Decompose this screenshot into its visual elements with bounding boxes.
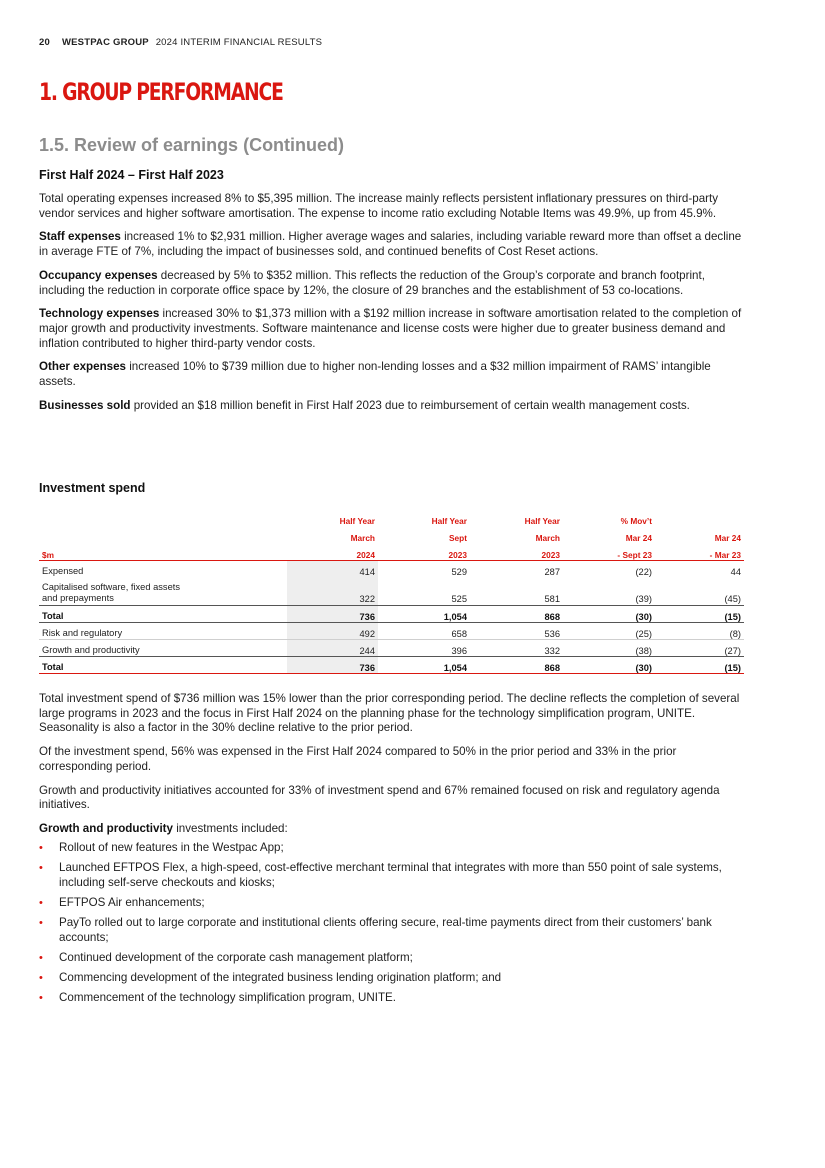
commentary-paragraph: Total investment spend of $736 million was 15% lower than the prior corresponding period. The decline reflects the completion of several large programs in 2023 and the focus in First Half 2024 on the planning phase for the technology simplification program, UNITE. Seasonality is also a factor in the 30% decline relative to the prior period. bbox=[39, 692, 740, 735]
table-cell: (15) bbox=[655, 657, 744, 674]
row-label: Growth and productivity bbox=[42, 645, 140, 655]
section-title: 1. GROUP PERFORMANCE bbox=[39, 78, 283, 106]
column-header: - Sept 23 bbox=[563, 543, 655, 561]
table-cell: 492 bbox=[287, 623, 378, 640]
table-cell: (45) bbox=[724, 594, 741, 604]
table-cell: (30) bbox=[563, 606, 655, 623]
unit-label: $m bbox=[39, 543, 287, 561]
growth-investments-list bbox=[39, 841, 744, 1006]
list-item bbox=[39, 896, 744, 911]
paragraph-text: increased 10% to $739 million due to higher non-lending losses and a $32 million impairment of RAMS’ intangible assets. bbox=[39, 360, 711, 389]
list-item bbox=[39, 951, 744, 966]
table-row bbox=[39, 561, 744, 578]
table-cell: (8) bbox=[655, 623, 744, 640]
brand-name: WESTPAC GROUP bbox=[61, 37, 149, 48]
table-cell: (30) bbox=[563, 657, 655, 674]
list-item-text: Commencement of the technology simplification program, UNITE. bbox=[59, 991, 396, 1005]
commentary-paragraph: Growth and productivity initiatives accounted for 33% of investment spend and 67% remained focused on risk and regulatory agenda initiatives. bbox=[39, 783, 720, 812]
column-header bbox=[655, 509, 744, 526]
bullet-icon: • bbox=[39, 916, 43, 929]
staff-expenses-paragraph bbox=[39, 230, 744, 259]
column-header: 2024 bbox=[287, 543, 378, 561]
column-header: 2023 bbox=[470, 543, 563, 561]
running-header bbox=[39, 37, 322, 48]
list-item bbox=[39, 971, 744, 986]
column-header: % Mov’t bbox=[620, 516, 652, 526]
table-total-row bbox=[39, 657, 744, 674]
paragraph-lead: Staff expenses bbox=[39, 230, 121, 244]
bullet-icon: • bbox=[39, 972, 43, 985]
table-cell: 736 bbox=[287, 606, 378, 623]
list-item-text: PayTo rolled out to large corporate and institutional clients offering secure, real-time payments direct from their customers’ bank accounts; bbox=[59, 915, 712, 944]
earnings-text bbox=[39, 168, 744, 422]
paragraph-lead: Businesses sold bbox=[39, 398, 131, 412]
column-header: Mar 24 bbox=[625, 533, 652, 543]
column-header: Half Year bbox=[524, 516, 560, 526]
investment-section bbox=[39, 481, 744, 674]
table-cell: 287 bbox=[544, 567, 560, 577]
period-heading: First Half 2024 – First Half 2023 bbox=[39, 168, 224, 182]
table-cell: 332 bbox=[544, 646, 560, 656]
table-cell: (39) bbox=[635, 594, 652, 604]
bullet-icon: • bbox=[39, 992, 43, 1005]
row-label-line: Capitalised software, fixed assets bbox=[42, 582, 180, 592]
page-number: 20 bbox=[39, 37, 50, 48]
row-label: Total bbox=[39, 657, 287, 674]
table-cell: 536 bbox=[470, 623, 563, 640]
investment-table bbox=[39, 509, 744, 674]
list-item-text: Commencing development of the integrated business lending origination platform; and bbox=[59, 971, 502, 985]
table-header-row bbox=[39, 526, 744, 543]
intro-paragraph: Total operating expenses increased 8% to $5,395 million. The increase mainly reflects persistent inflationary pressures on third-party vendor services and higher software amortisation. The expense to income ratio excluding Notable Items was 49.9%, up from 45.9%. bbox=[39, 192, 719, 220]
list-item bbox=[39, 991, 744, 1006]
technology-expenses-paragraph bbox=[39, 307, 744, 351]
investment-commentary bbox=[39, 692, 744, 1011]
other-expenses-paragraph bbox=[39, 360, 744, 389]
bullet-icon: • bbox=[39, 841, 43, 854]
paragraph-text: decreased by 5% to $352 million. This reflects the reduction of the Group’s corporate and branch footprint, including the reduction in corporate office space by 12%, the closure of 29 branches and the establishment of 53 co-locations. bbox=[39, 268, 705, 297]
paragraph-text: increased 30% to $1,373 million with a $192 million increase in software amortisation related to the completion of major growth and productivity investments. Software maintenance and license costs were higher due to greater business demand and inflation contributed to higher third-party vendor costs. bbox=[39, 307, 742, 350]
table-cell: 1,054 bbox=[378, 606, 470, 623]
bullet-icon: • bbox=[39, 896, 43, 909]
bullet-icon: • bbox=[39, 951, 43, 964]
table-cell: (38) bbox=[635, 646, 652, 656]
table-cell: (22) bbox=[635, 567, 652, 577]
row-label: Total bbox=[39, 606, 287, 623]
table-cell: 658 bbox=[378, 623, 470, 640]
investment-heading: Investment spend bbox=[39, 481, 146, 495]
paragraph-lead: Occupancy expenses bbox=[39, 268, 158, 282]
table-cell: 322 bbox=[287, 577, 378, 606]
table-cell: 414 bbox=[287, 561, 378, 578]
column-header: Half Year bbox=[339, 516, 375, 526]
table-cell: 525 bbox=[451, 594, 467, 604]
table-cell: 581 bbox=[544, 594, 560, 604]
row-label: Expensed bbox=[42, 566, 84, 576]
column-header: Half Year bbox=[431, 516, 467, 526]
list-item bbox=[39, 841, 744, 856]
table-cell: (27) bbox=[724, 646, 741, 656]
paragraph-text: investments included: bbox=[172, 821, 288, 835]
table-cell: 868 bbox=[470, 606, 563, 623]
list-item bbox=[39, 861, 744, 890]
row-label bbox=[39, 577, 287, 606]
occupancy-expenses-paragraph bbox=[39, 269, 744, 298]
table-cell: (15) bbox=[655, 606, 744, 623]
table-cell: 44 bbox=[730, 567, 741, 577]
column-header: March bbox=[350, 533, 375, 543]
paragraph-lead: Technology expenses bbox=[39, 307, 160, 321]
list-item-text: Launched EFTPOS Flex, a high-speed, cost-effective merchant terminal that integrates with more than 550 point of sale systems, including self-serve checkouts and kiosks; bbox=[59, 860, 722, 889]
paragraph-text: provided an $18 million benefit in First Half 2023 due to reimbursement of certain wealth management costs. bbox=[130, 398, 690, 412]
table-cell: 529 bbox=[451, 567, 467, 577]
table-row bbox=[39, 623, 744, 640]
table-cell: 396 bbox=[451, 646, 467, 656]
growth-intro-paragraph bbox=[39, 822, 744, 837]
businesses-sold-paragraph bbox=[39, 399, 744, 414]
list-item-text: Rollout of new features in the Westpac App; bbox=[59, 840, 284, 854]
table-cell: 868 bbox=[470, 657, 563, 674]
table-cell: 1,054 bbox=[378, 657, 470, 674]
paragraph-text: increased 1% to $2,931 million. Higher average wages and salaries, including variable reward more than offset a decline in average FTE of 7%, including the impact of businesses sold, and continued benefits of Cost Reset actions. bbox=[39, 230, 742, 259]
table-header-row bbox=[39, 543, 744, 561]
report-name: 2024 INTERIM FINANCIAL RESULTS bbox=[155, 37, 323, 48]
list-item-text: EFTPOS Air enhancements; bbox=[59, 895, 205, 909]
table-cell: 736 bbox=[287, 657, 378, 674]
row-label: Risk and regulatory bbox=[39, 623, 287, 640]
row-label-line: and prepayments bbox=[42, 593, 114, 603]
list-item-text: Continued development of the corporate cash management platform; bbox=[59, 950, 413, 964]
table-cell: 244 bbox=[287, 640, 378, 657]
bullet-icon: • bbox=[39, 861, 43, 874]
commentary-paragraph: Of the investment spend, 56% was expensed in the First Half 2024 compared to 50% in the prior period and 33% in the prior corresponding period. bbox=[39, 745, 677, 773]
table-header-row bbox=[39, 509, 744, 526]
table-cell: (25) bbox=[563, 623, 655, 640]
column-header: - Mar 23 bbox=[655, 543, 744, 561]
column-header: Mar 24 bbox=[714, 533, 741, 543]
column-header: 2023 bbox=[378, 543, 470, 561]
paragraph-lead: Growth and productivity bbox=[39, 821, 173, 835]
table-row bbox=[39, 577, 744, 606]
paragraph-lead: Other expenses bbox=[39, 360, 126, 374]
table-row bbox=[39, 640, 744, 657]
column-header: Sept bbox=[449, 533, 467, 543]
column-header: March bbox=[535, 533, 560, 543]
table-total-row bbox=[39, 606, 744, 623]
list-item bbox=[39, 916, 744, 945]
sub-title: 1.5. Review of earnings (Continued) bbox=[39, 135, 345, 155]
